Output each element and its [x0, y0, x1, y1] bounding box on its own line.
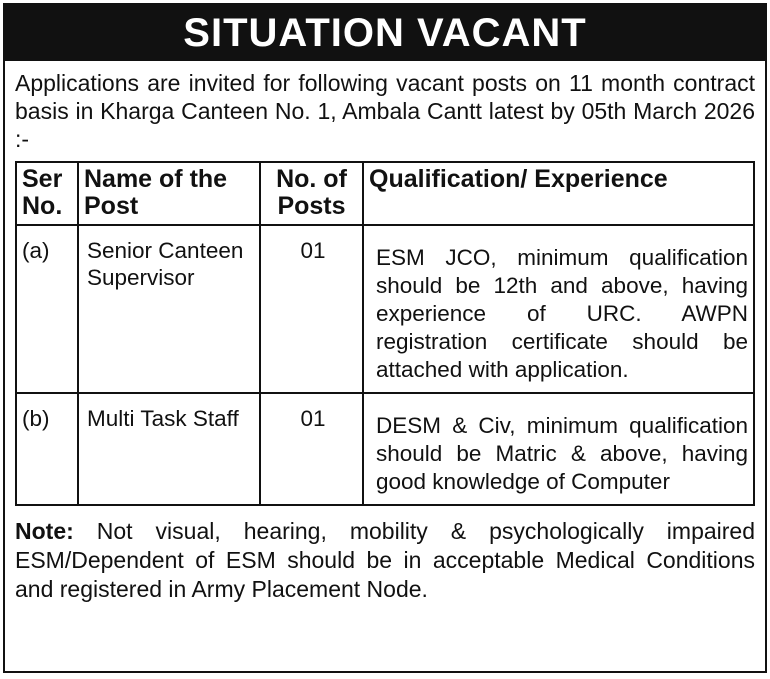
intro-paragraph: Applications are invited for following vacant posts on 11 month contract basis in Kharga Canteen No. 1, Ambala Cantt latest by 05th March 2026 :- [15, 70, 755, 152]
row-post-name: Senior Canteen Supervisor [78, 225, 260, 393]
note-paragraph [5, 506, 765, 604]
row-post-name: Multi Task Staff [78, 393, 260, 505]
header-post-name: Name of the Post [78, 162, 260, 225]
table-header-row [16, 162, 754, 225]
header-qualification: Qualification/ Experience [363, 162, 754, 225]
vacancy-table [15, 161, 755, 506]
note-text: Not visual, hearing, mobility & psychologically impaired ESM/Dependent of ESM should be in acceptable Medical Conditions and registered in Army Placement Node. [15, 518, 756, 602]
table-row [16, 225, 754, 393]
header-no-of-posts: No. of Posts [260, 162, 363, 225]
job-advertisement [3, 3, 767, 673]
table-row [16, 393, 754, 505]
note-label: Note: [15, 518, 74, 544]
row-ser-no: (b) [16, 393, 78, 505]
notice-title: SITUATION VACANT [5, 5, 765, 61]
row-qualification: ESM JCO, minimum qualification should be 12th and above, having experience of URC. AWPN registration certificate should be attached with application. [363, 225, 754, 393]
row-post-count: 01 [260, 393, 363, 505]
vacancy-table-wrapper [5, 153, 765, 506]
header-ser-no: Ser No. [16, 162, 78, 225]
row-qualification: DESM & Civ, minimum qualification should be Matric & above, having good knowledge of Computer [363, 393, 754, 505]
row-post-count: 01 [260, 225, 363, 393]
row-ser-no: (a) [16, 225, 78, 393]
